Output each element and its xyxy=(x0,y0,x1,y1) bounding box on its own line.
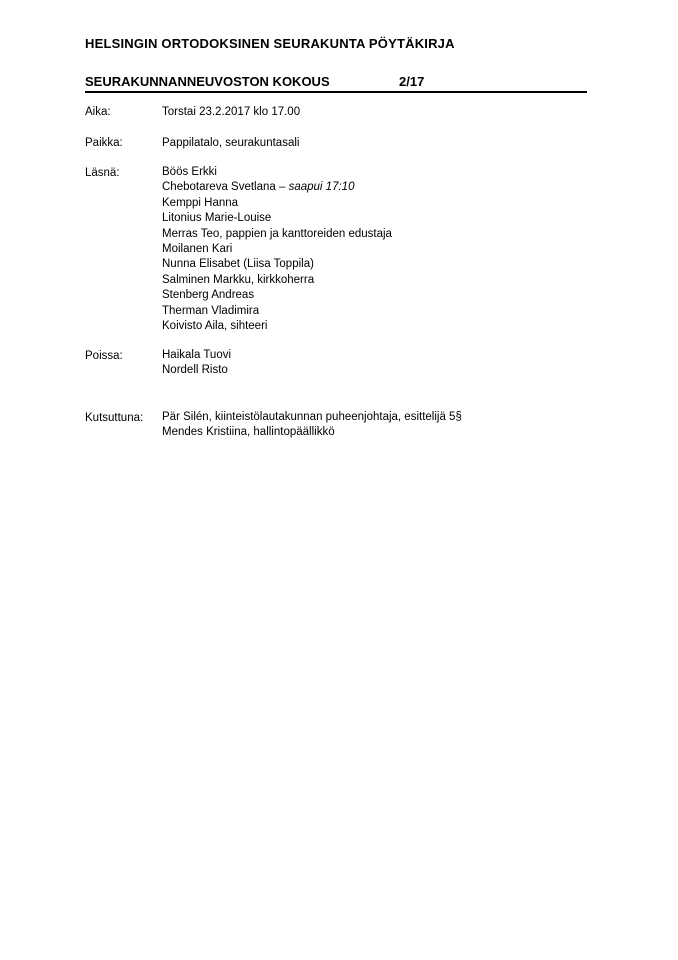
header-divider xyxy=(85,91,587,93)
list-item: Nordell Risto xyxy=(162,364,228,377)
list-item: Moilanen Kari xyxy=(162,242,233,255)
list-item: Haikala Tuovi xyxy=(162,349,232,361)
list-item: Therman Vladimira xyxy=(162,304,260,317)
present-list xyxy=(162,165,392,334)
list-item xyxy=(162,180,392,195)
present-label: Läsnä: xyxy=(85,167,120,179)
time-value: Torstai 23.2.2017 klo 17.00 xyxy=(162,106,301,118)
place-value: Pappilatalo, seurakuntasali xyxy=(162,137,300,149)
list-item: Nunna Elisabet (Liisa Toppila) xyxy=(162,258,314,271)
list-item: Pär Silén, kiinteistölautakunnan puheenjohtaja, esittelijä 5§ xyxy=(162,411,462,423)
place-label: Paikka: xyxy=(85,137,123,149)
list-item: Mendes Kristiina, hallintopäällikkö xyxy=(162,426,335,439)
time-label: Aika: xyxy=(85,106,111,118)
absent-list xyxy=(162,348,231,379)
meeting-name: SEURAKUNNANNEUVOSTON KOKOUS xyxy=(85,74,330,89)
list-item: Böös Erkki xyxy=(162,166,217,178)
arrival-note: – saapui 17:10 xyxy=(275,181,355,194)
member-name: Chebotareva Svetlana xyxy=(162,181,276,194)
list-item: Stenberg Andreas xyxy=(162,289,255,302)
meeting-number: 2/17 xyxy=(399,74,425,89)
list-item: Kemppi Hanna xyxy=(162,196,239,209)
absent-label: Poissa: xyxy=(85,350,123,362)
list-item: Salminen Markku, kirkkoherra xyxy=(162,273,315,286)
invited-label: Kutsuttuna: xyxy=(85,412,144,424)
document-title: HELSINGIN ORTODOKSINEN SEURAKUNTA PÖYTÄKIRJA xyxy=(85,36,455,51)
invited-list xyxy=(162,410,462,441)
list-item: Koivisto Aila, sihteeri xyxy=(162,319,268,332)
list-item: Merras Teo, pappien ja kanttoreiden edustaja xyxy=(162,227,392,240)
list-item: Litonius Marie-Louise xyxy=(162,212,272,225)
